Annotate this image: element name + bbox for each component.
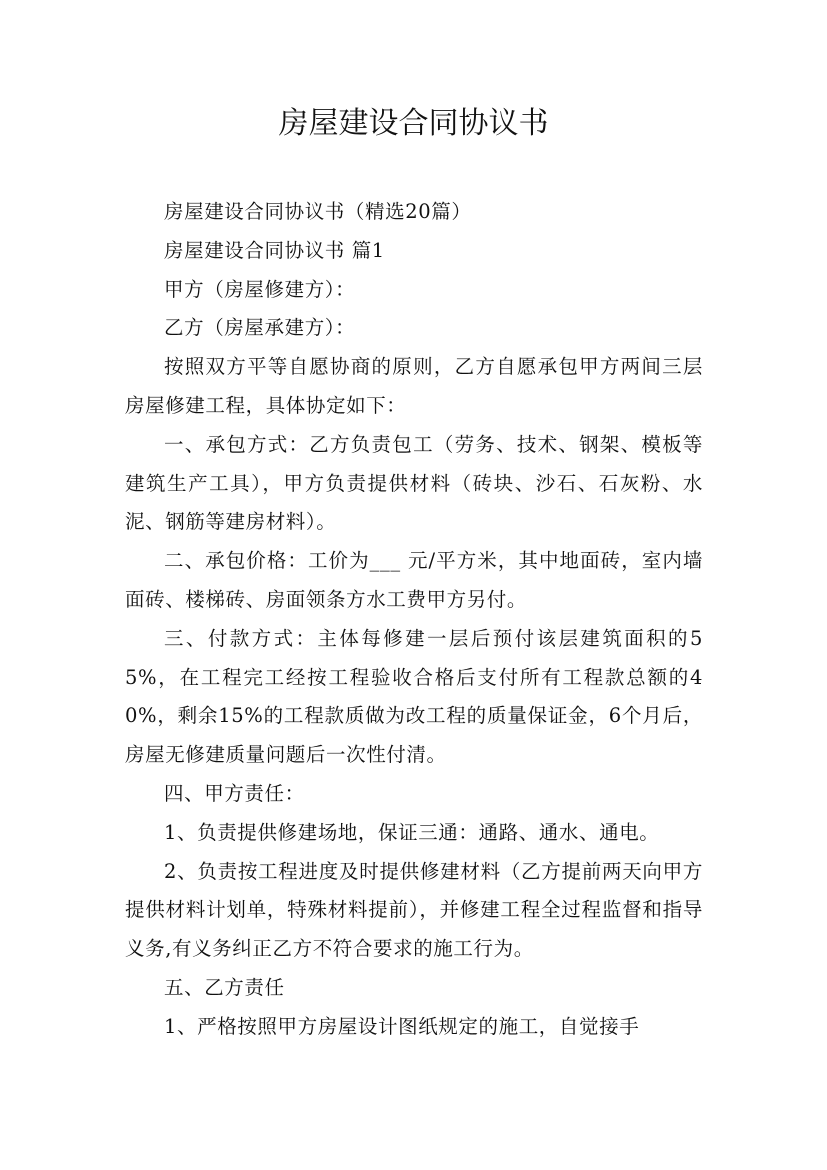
paragraph-subtitle: 房屋建设合同协议书（精选20篇） — [164, 200, 472, 223]
paragraph-party-b: 乙方（房屋承建方）： — [164, 316, 356, 340]
paragraph-party-b-duty-1: 1、严格按照甲方房屋设计图纸规定的施工，自觉接手 — [164, 1014, 640, 1038]
paragraph-party-a-duties-heading: 四、甲方责任： — [164, 781, 305, 805]
paragraph-payment-method: 三、付款方式：主体每修建一层后预付该层建筑面积的55%，在工程完工经按工程验收合格后支付所有工程款总额的40%，剩余15%的工程款质做为改工程的质量保证金，6个月后，房屋无修建质量问题后一次性付清。 — [125, 626, 703, 767]
document-title: 房屋建设合同协议书 — [278, 106, 549, 141]
paragraph-section-heading: 房屋建设合同协议书 篇1 — [164, 238, 385, 262]
paragraph-contract-method: 一、承包方式：乙方负责包工（劳务、技术、钢架、模板等建筑生产工具），甲方负责提供材料（砖块、沙石、石灰粉、水泥、钢筋等建房材料）。 — [125, 432, 703, 534]
paragraph-party-a-duty-1: 1、负责提供修建场地，保证三通：通路、通水、通电。 — [164, 820, 660, 844]
paragraph-party-a-duty-2: 2、负责按工程进度及时提供修建材料（乙方提前两天向甲方提供材料计划单，特殊材料提前），并修建工程全过程监督和指导义务,有义务纠正乙方不符合要求的施工行为。 — [125, 859, 703, 961]
paragraph-intro: 按照双方平等自愿协商的原则，乙方自愿承包甲方两间三层房屋修建工程，具体协定如下： — [125, 355, 703, 417]
document-body — [125, 193, 703, 1047]
paragraph-party-b-duties-heading: 五、乙方责任 — [164, 975, 285, 999]
paragraph-contract-price: 二、承包价格：工价为___ 元/平方米，其中地面砖，室内墙面砖、楼梯砖、房面领条方水工费甲方另付。 — [125, 549, 703, 611]
paragraph-party-a: 甲方（房屋修建方）： — [164, 277, 356, 301]
